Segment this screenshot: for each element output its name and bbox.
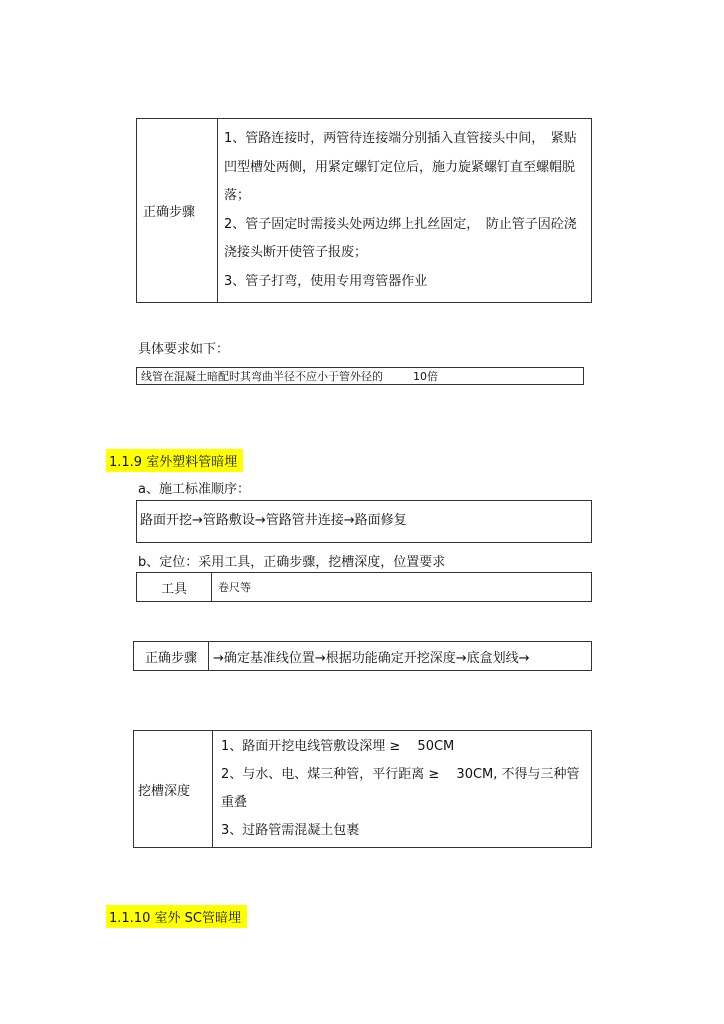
section-heading-1-1-9: 1.1.9 室外塑料管暗埋 — [106, 449, 243, 472]
positioning-label: b、定位：采用工具，正确步骤，挖槽深度，位置要求 — [138, 555, 446, 570]
step-line-3: 3、管子打弯，使用专用弯管器作业 — [224, 273, 428, 289]
depth-line-2: 2、与水、电、煤三种管，平行距离 ≥ 30CM, 不得与三种管重叠 — [221, 767, 580, 810]
trench-depth-body — [213, 731, 592, 848]
positioning-steps-value: →确定基准线位置→根据功能确定开挖深度→底盒划线→ — [209, 642, 592, 671]
correct-steps-table — [136, 118, 592, 303]
positioning-steps-label: 正确步骤 — [134, 642, 209, 671]
requirements-intro: 具体要求如下： — [138, 342, 230, 357]
tool-table — [136, 572, 592, 602]
section-heading-1-1-10: 1.1.10 室外 SC管暗埋 — [106, 905, 247, 928]
positioning-steps-table — [133, 641, 592, 671]
requirements-box — [136, 367, 584, 385]
requirements-text: 线管在混凝土暗配时其弯曲半径不应小于管外径的 — [141, 370, 383, 383]
requirements-value: 10倍 — [413, 370, 438, 383]
step-line-1: 1、管路连接时，两管待连接端分别插入直管接头中间， 紧贴凹型槽处两侧，用紧定螺钉定位后，施力旋紧螺钉直至螺帽脱落； — [224, 131, 577, 203]
construction-sequence-text: 路面开挖→管路敷设→管路管井连接→路面修复 — [140, 513, 407, 528]
tool-value: 卷尺等 — [212, 573, 592, 602]
steps-table-body — [218, 119, 592, 303]
step-line-2: 2、管子固定时需接头处两边绑上扎丝固定， 防止管子因砼浇浇接头断开使管子报废； — [224, 216, 577, 260]
construction-sequence-label: a、施工标准顺序： — [138, 482, 250, 497]
trench-depth-table — [133, 730, 592, 848]
trench-depth-label: 挖槽深度 — [134, 731, 213, 848]
tool-label: 工具 — [137, 573, 212, 602]
depth-line-3: 3、过路管需混凝土包裹 — [221, 823, 360, 838]
steps-table-label: 正确步骤 — [137, 119, 218, 303]
depth-line-1: 1、路面开挖电线管敷设深埋 ≥ 50CM — [221, 739, 455, 754]
construction-sequence-box — [136, 500, 592, 543]
